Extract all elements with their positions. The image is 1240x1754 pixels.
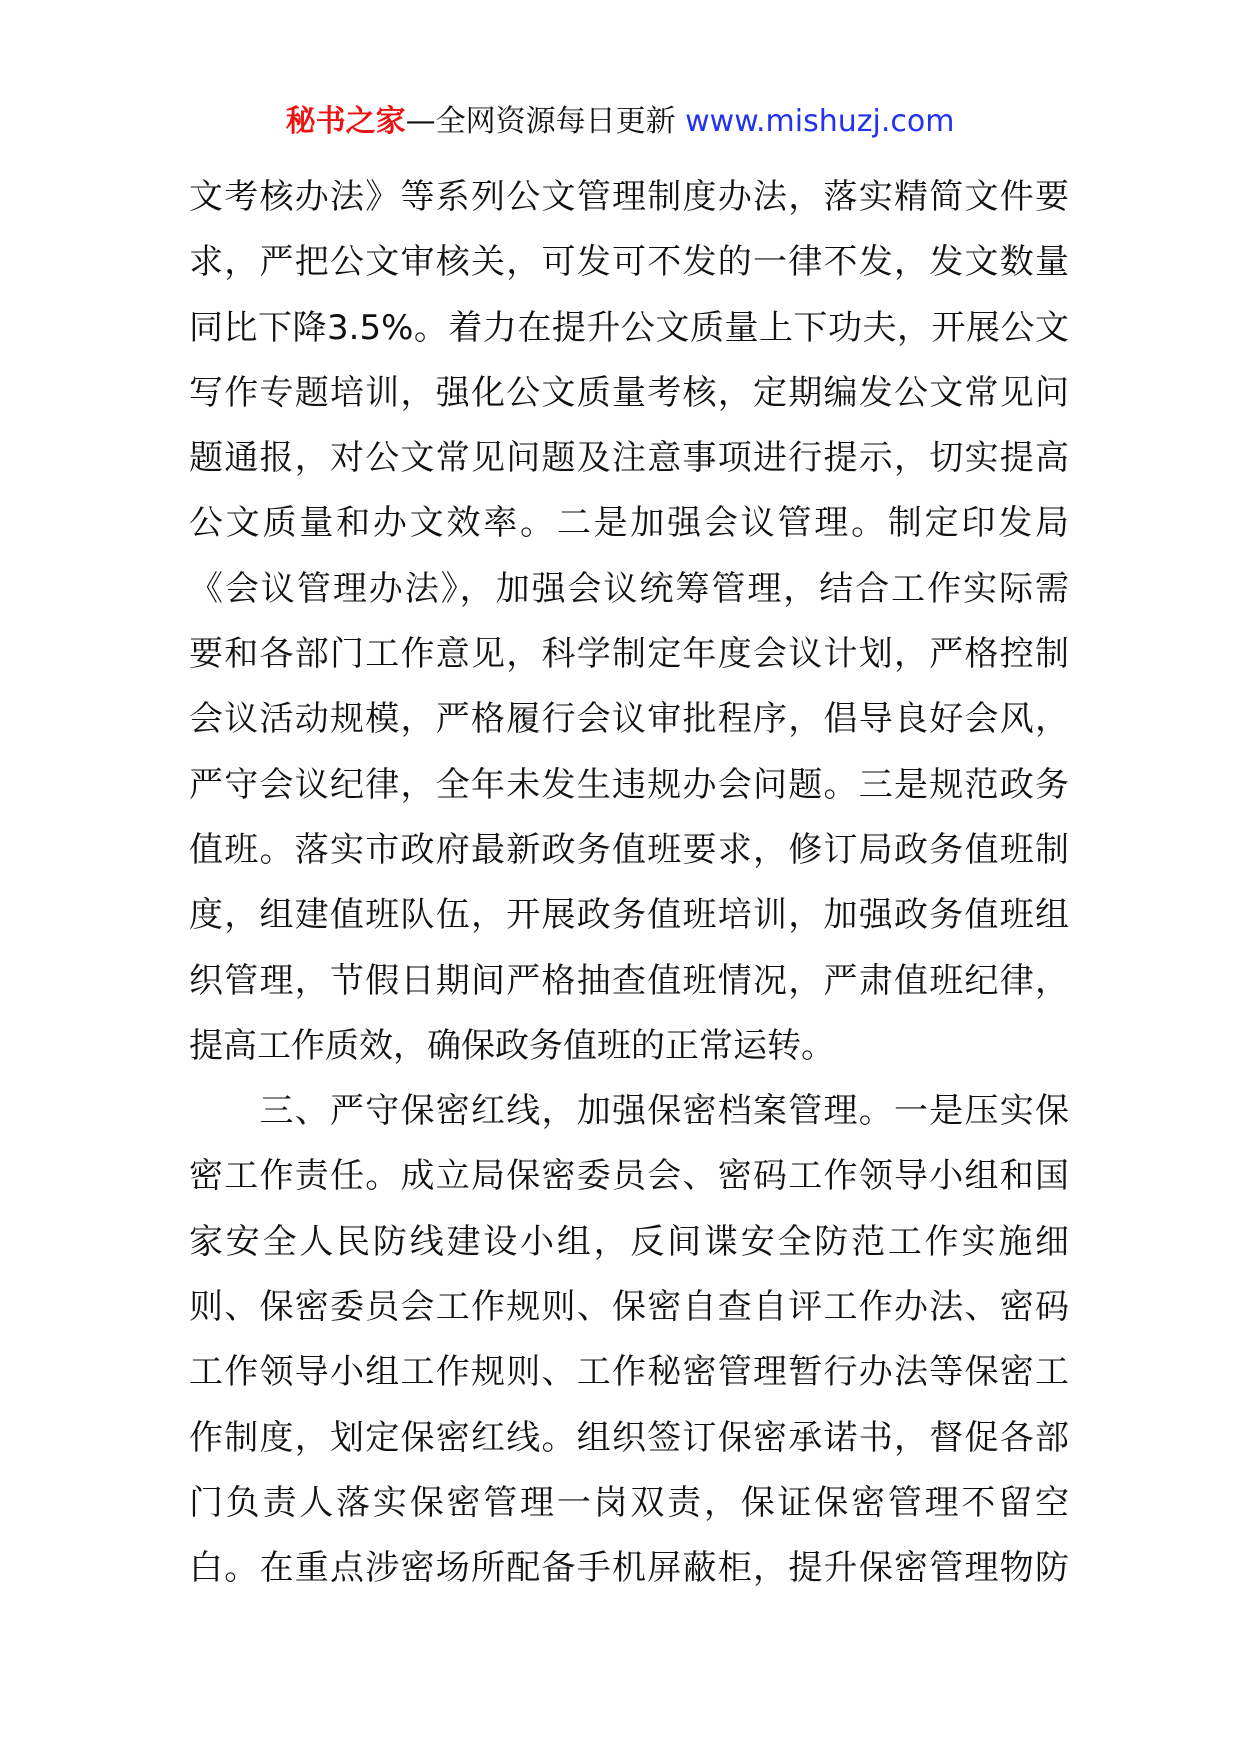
text-line: 密工作责任。成立局保密委员会、密码工作领导小组和国 [189,1156,1069,1197]
text-line: 题通报，对公文常见问题及注意事项进行提示，切实提高 [189,438,1069,479]
text-line: 严守会议纪律，全年未发生违规办会问题。三是规范政务 [189,764,1069,805]
section-heading-line: 三、严守保密红线，加强保密档案管理。一是压实保 [189,1091,1069,1132]
text-line: 门负责人落实保密管理一岗双责，保证保密管理不留空 [189,1482,1069,1523]
text-line: 则、保密委员会工作规则、保密自查自评工作办法、密码 [189,1287,1069,1328]
text-line: 织管理，节假日期间严格抽查值班情况，严肃值班纪律， [189,960,1069,1001]
header-tagline: —全网资源每日更新 [405,104,686,139]
website-link[interactable]: www.mishuzj.com [685,104,955,139]
document-body [189,165,1069,1602]
text-line: 作制度，划定保密红线。组织签订保密承诺书，督促各部 [189,1417,1069,1458]
brand-name: 秘书之家 [285,104,406,139]
text-line: 值班。落实市政府最新政务值班要求，修订局政务值班制 [189,829,1069,870]
text-line: 《会议管理办法》，加强会议统筹管理，结合工作实际需 [189,568,1069,609]
text-line: 求，严把公文审核关，可发可不发的一律不发，发文数量 [189,242,1069,283]
text-line: 度，组建值班队伍，开展政务值班培训，加强政务值班组 [189,895,1069,936]
text-line: 要和各部门工作意见，科学制定年度会议计划，严格控制 [189,634,1069,675]
text-line: 家安全人民防线建设小组，反间谍安全防范工作实施细 [189,1221,1069,1262]
text-line: 会议活动规模，严格履行会议审批程序，倡导良好会风， [189,699,1069,740]
page-header [0,100,1240,144]
text-line: 公文质量和办文效率。二是加强会议管理。制定印发局 [189,503,1069,544]
paragraph-end-line: 提高工作质效，确保政务值班的正常运转。 [189,1025,835,1066]
text-line: 工作领导小组工作规则、工作秘密管理暂行办法等保密工 [189,1352,1069,1393]
text-line: 白。在重点涉密场所配备手机屏蔽柜，提升保密管理物防 [189,1548,1069,1589]
text-line: 文考核办法》等系列公文管理制度办法，落实精简文件要 [189,177,1069,217]
text-line: 同比下降3.5%。着力在提升公文质量上下功夫，开展公文 [189,307,1069,348]
text-line: 写作专题培训，强化公文质量考核，定期编发公文常见问 [189,372,1069,413]
